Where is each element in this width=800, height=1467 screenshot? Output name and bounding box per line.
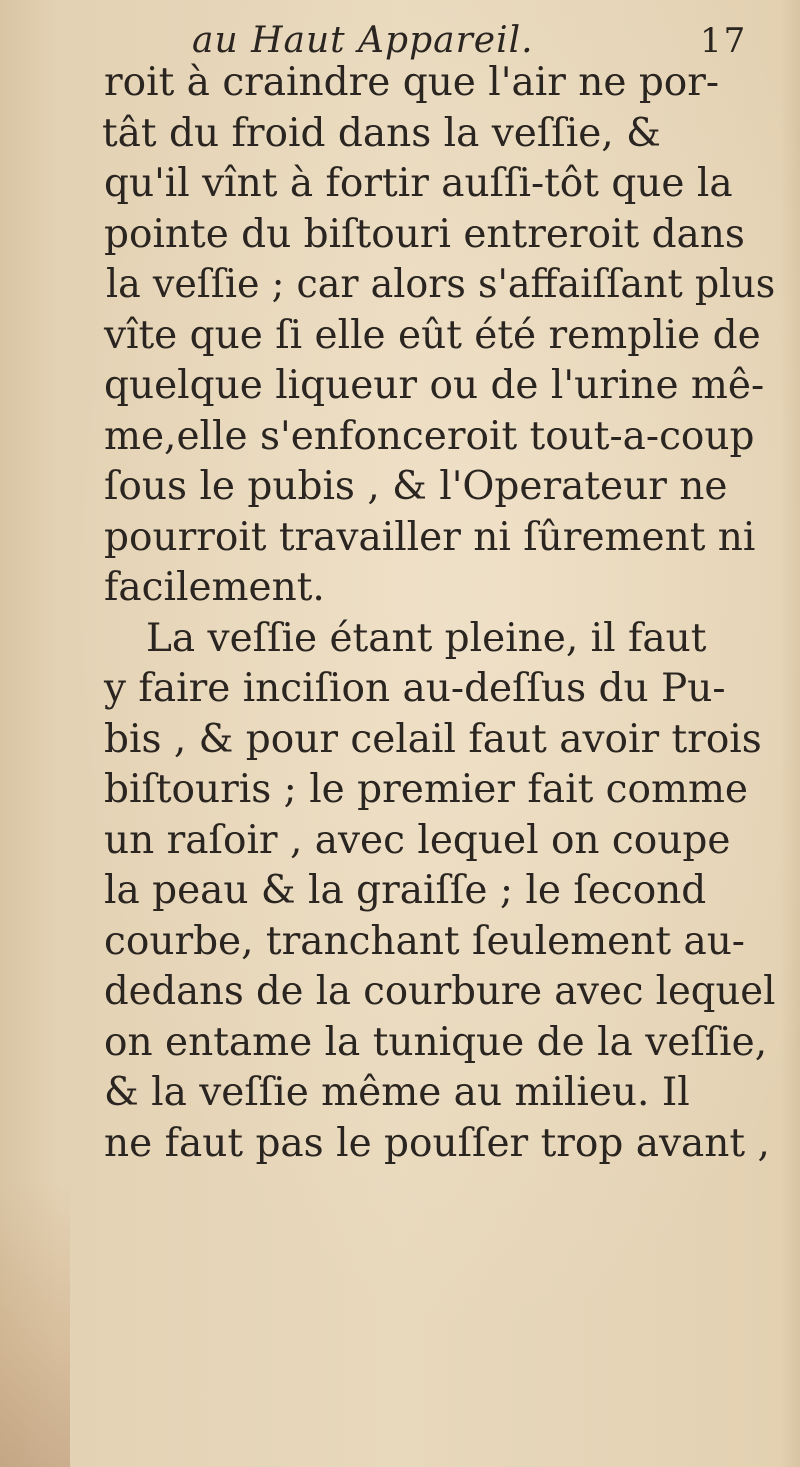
- text-line: & la veſſie même au milieu. Il: [104, 1070, 690, 1115]
- text-line: me,elle s'enfonceroit tout-a-coup: [104, 414, 755, 459]
- text-line: roit à craindre que l'air ne por-: [104, 60, 720, 105]
- page-number: 17: [700, 21, 748, 61]
- page-edge-shadow: [0, 1180, 70, 1467]
- text-line: on entame la tunique de la veſſie,: [104, 1020, 768, 1065]
- text-line: qu'il vînt à fortir auſſi-tôt que la: [104, 161, 733, 206]
- text-line: vîte que ſi elle eût été remplie de: [104, 313, 761, 358]
- text-line: tât du froid dans la veſſie, &: [102, 111, 661, 156]
- text-line: bis , & pour celail faut avoir trois: [104, 717, 762, 762]
- text-line: ne faut pas le pouſſer trop avant ,: [104, 1121, 770, 1166]
- text-line: pointe du biſtouri entreroit dans: [104, 212, 745, 257]
- text-line: La veſſie étant pleine, il faut: [146, 616, 707, 661]
- text-line: ſous le pubis , & l'Operateur ne: [104, 464, 728, 509]
- running-head: au Haut Appareil.: [192, 20, 534, 61]
- text-line: pourroit travailler ni ſûrement ni: [104, 515, 756, 560]
- text-line: courbe, tranchant ſeulement au-: [104, 919, 745, 964]
- text-line: dedans de la courbure avec lequel: [104, 969, 776, 1014]
- text-line: la peau & la graiſſe ; le ſecond: [104, 868, 707, 913]
- text-line: un raſoir , avec lequel on coupe: [104, 818, 731, 863]
- text-line: facilement.: [104, 565, 325, 610]
- text-line: y faire inciſion au-deſſus du Pu-: [104, 666, 726, 711]
- text-line: quelque liqueur ou de l'urine mê-: [104, 363, 765, 408]
- text-line: biſtouris ; le premier fait comme: [104, 767, 749, 812]
- text-line: la veſſie ; car alors s'affaiſſant plus: [106, 262, 776, 307]
